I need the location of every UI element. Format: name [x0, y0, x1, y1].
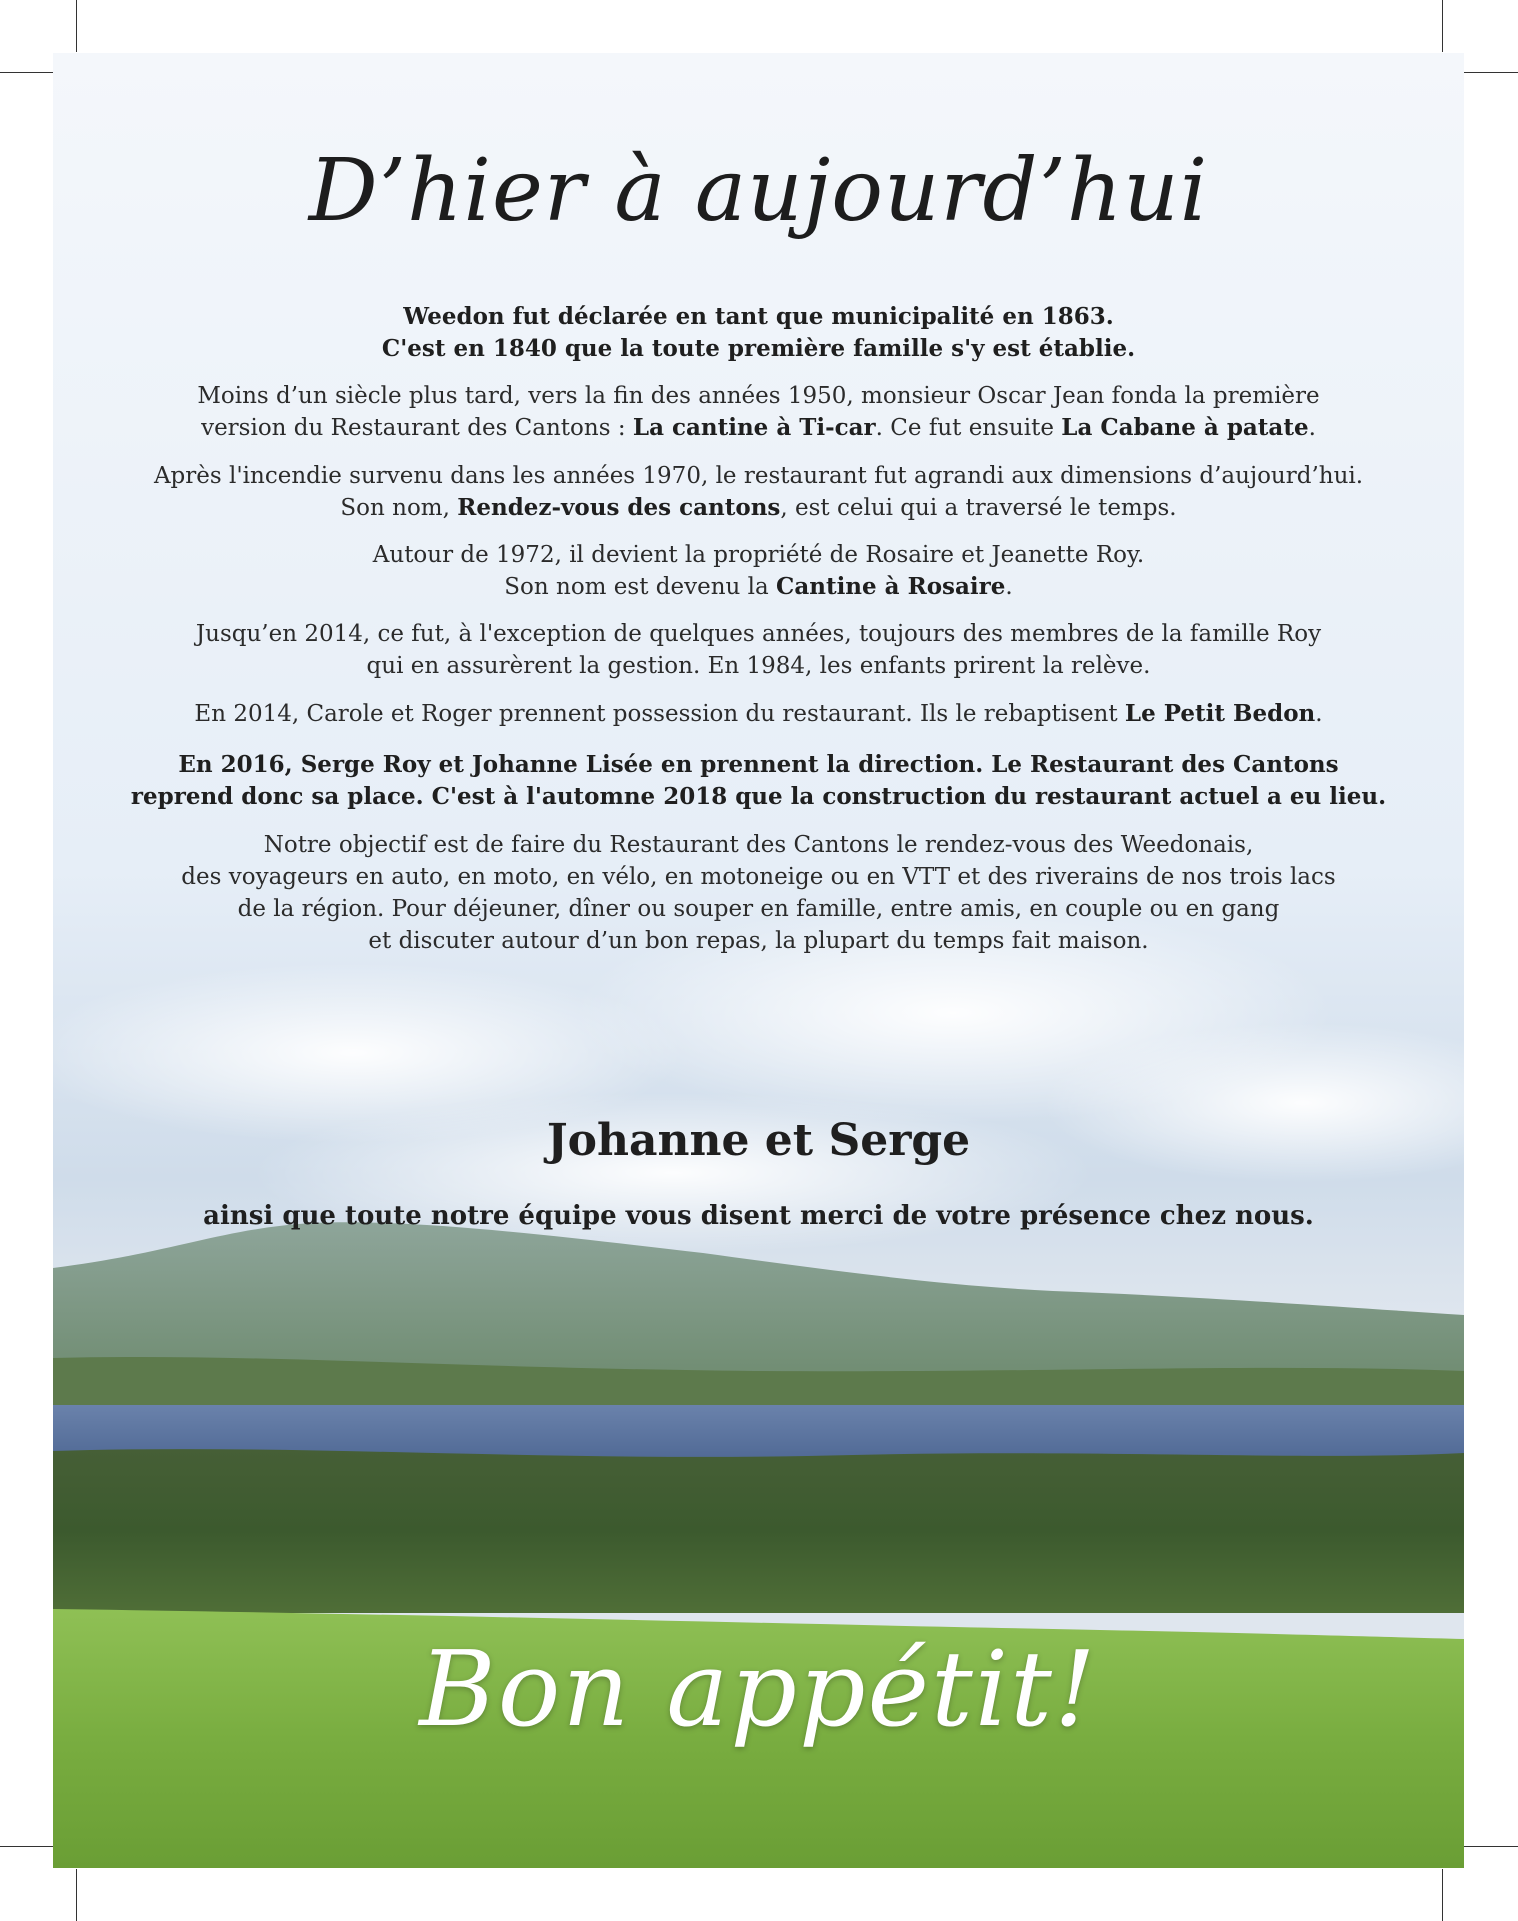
text-run: Jusqu’en 2014, ce fut, à l'exception de quelques années, toujours des membres de la famille Roy	[195, 621, 1322, 647]
paragraph-line	[53, 301, 1464, 333]
paragraph-6	[53, 698, 1464, 730]
thanks-message: ainsi que toute notre équipe vous disent merci de votre présence chez nous.	[203, 1201, 1314, 1231]
bold-name: La cantine à Ti-car	[632, 414, 876, 441]
paragraph-line	[53, 893, 1464, 925]
paragraph-5	[53, 618, 1464, 682]
paragraph-3	[53, 460, 1464, 524]
paragraph-4	[53, 539, 1464, 603]
text-run: En 2016, Serge Roy et Johanne Lisée en prennent la direction. Le Restaurant des Cantons	[178, 751, 1339, 778]
signature: Johanne et Serge	[546, 1115, 971, 1166]
paragraph-line	[53, 925, 1464, 957]
paragraph-1	[53, 301, 1464, 365]
bold-name: Le Petit Bedon	[1124, 700, 1316, 727]
text-run: version du Restaurant des Cantons :	[201, 415, 633, 441]
text-run: .	[1315, 701, 1323, 727]
text-run: . Ce fut ensuite	[875, 415, 1062, 441]
paragraph-line	[53, 861, 1464, 893]
text-run: , est celui qui a traversé le temps.	[780, 495, 1177, 521]
text-run: et discuter autour d’un bon repas, la plupart du temps fait maison.	[368, 928, 1149, 954]
paragraph-line	[53, 412, 1464, 444]
paragraph-line	[53, 618, 1464, 650]
text-run: Après l'incendie survenu dans les années 1970, le restaurant fut agrandi aux dimensions d’aujourd’hui.	[153, 463, 1364, 489]
paragraph-line	[53, 650, 1464, 682]
text-run: En 2014, Carole et Roger prennent possession du restaurant. Ils le rebaptisent	[194, 701, 1125, 727]
paragraph-7	[53, 749, 1464, 813]
text-run: Weedon fut déclarée en tant que municipalité en 1863.	[403, 303, 1114, 330]
text-run: .	[1005, 574, 1013, 600]
crop-mark-top-left-v	[76, 0, 77, 52]
bold-name: Cantine à Rosaire	[776, 573, 1006, 600]
text-run: C'est en 1840 que la toute première famille s'y est établie.	[381, 335, 1136, 362]
menu-page	[53, 53, 1464, 1868]
text-run: Autour de 1972, il devient la propriété de Rosaire et Jeanette Roy.	[372, 542, 1145, 568]
paragraph-line	[53, 539, 1464, 571]
paragraph-line	[53, 698, 1464, 730]
paragraph-line	[53, 781, 1464, 813]
crop-mark-bottom-left-v	[76, 1869, 77, 1921]
paragraph-2	[53, 380, 1464, 444]
page-title: D’hier à aujourd’hui	[308, 141, 1209, 241]
text-run: de la région. Pour déjeuner, dîner ou souper en famille, entre amis, en couple ou en gang	[237, 896, 1280, 922]
paragraph-line	[53, 333, 1464, 365]
text-run: qui en assurèrent la gestion. En 1984, les enfants prirent la relève.	[366, 653, 1151, 679]
paragraph-line	[53, 460, 1464, 492]
crop-mark-top-left-h	[0, 72, 58, 73]
crop-mark-bottom-left-h	[0, 1846, 58, 1847]
text-run: Moins d’un siècle plus tard, vers la fin des années 1950, monsieur Oscar Jean fonda la première	[197, 383, 1320, 409]
text-run: des voyageurs en auto, en moto, en vélo, en motoneige ou en VTT et des riverains de nos trois lacs	[181, 864, 1336, 890]
paragraph-8	[53, 829, 1464, 957]
text-run: Son nom,	[340, 495, 458, 521]
bold-name: La Cabane à patate	[1061, 414, 1309, 441]
paragraph-line	[53, 749, 1464, 781]
bold-name: Rendez-vous des cantons	[457, 494, 781, 521]
text-run: Son nom est devenu la	[504, 574, 777, 600]
closing-message: Bon appétit!	[419, 1628, 1098, 1750]
paragraph-line	[53, 571, 1464, 603]
crop-mark-bottom-right-h	[1460, 1846, 1518, 1847]
paragraph-line	[53, 380, 1464, 412]
crop-mark-top-right-v	[1442, 0, 1443, 52]
crop-mark-top-right-h	[1460, 72, 1518, 73]
text-run: Notre objectif est de faire du Restaurant des Cantons le rendez-vous des Weedonais,	[263, 832, 1254, 858]
paragraph-line	[53, 492, 1464, 524]
crop-mark-bottom-right-v	[1442, 1869, 1443, 1921]
paragraph-line	[53, 829, 1464, 861]
text-run: reprend donc sa place. C'est à l'automne 2018 que la construction du restaurant actuel a eu lieu.	[130, 783, 1387, 810]
text-run: .	[1308, 415, 1316, 441]
